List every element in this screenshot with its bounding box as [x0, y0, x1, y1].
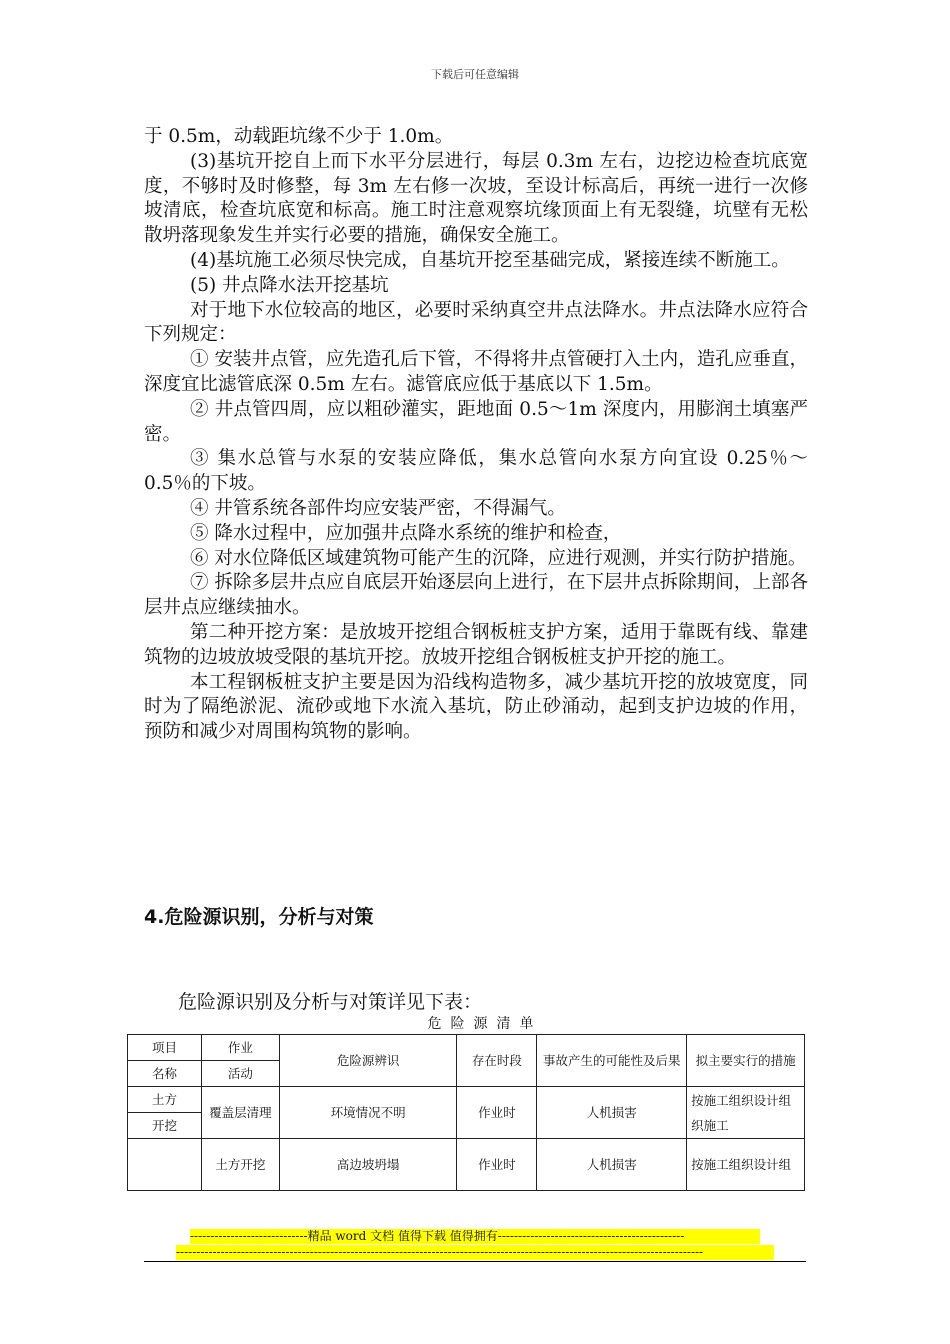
table-row [128, 1087, 805, 1113]
cell-measure: 按施工组织设计组织施工 [687, 1087, 805, 1139]
table-intro: 危险源识别及分析与对策详见下表： [178, 991, 483, 1013]
cell-hazard: 环境情况不明 [279, 1087, 457, 1139]
cell-activity: 土方开挖 [201, 1139, 279, 1191]
cell-activity: 覆盖层清理 [201, 1087, 279, 1139]
table-row [128, 1139, 805, 1191]
cell-hazard: 高边坡坍塌 [279, 1139, 457, 1191]
cell-item: 土方 [128, 1087, 202, 1113]
cell-period: 作业时 [457, 1087, 537, 1139]
header-item-name: 名称 [128, 1061, 202, 1087]
cell-result: 人机损害 [537, 1139, 687, 1191]
header-period: 存在时段 [457, 1035, 537, 1087]
section-title: 4.危险源识别，分析与对策 [144, 906, 374, 928]
body-paragraph: 本工程钢板桩支护主要是因为沿线构造物多，减少基坑开挖的放坡宽度，同时为了隔绝淤泥、流砂或地下水流入基坑，防止砂涌动，起到支护边坡的作用，预防和减少对周围构筑物的影响。 [144, 671, 808, 743]
footer-banner: -----------------------------精品 word 文档 值得下载 值得拥有---------------------------------------------- [190, 1229, 760, 1244]
body-paragraph: (4)基坑施工必须尽快完成，自基坑开挖至基础完成，紧接连续不断施工。 [190, 249, 790, 271]
body-paragraph: ⑥ 对水位降低区域建筑物可能产生的沉降，应进行观测，并实行防护措施。 [190, 547, 807, 569]
body-text [144, 125, 808, 745]
hazard-table [127, 1034, 805, 1191]
body-paragraph: 对于地下水位较高的地区，必要时采纳真空井点法降水。井点法降水应符合下列规定： [144, 299, 808, 346]
cell-measure: 按施工组织设计组 [687, 1139, 805, 1191]
table-header-row [128, 1035, 805, 1061]
body-paragraph: (3)基坑开挖自上而下水平分层进行，每层 0.3m 左右，边挖边检查坑底宽度，不够时及时修整，每 3m 左右修一次坡，至设计标高后，再统一进行一次修坡清底，检查坑底宽和标高。施工时注意观察坑缘顶面上有无裂缝，坑壁有无松散坍落现象发生并实行必要的措施，确保安全施工。 [144, 150, 808, 247]
header-activity-name: 活动 [201, 1061, 279, 1087]
header-hazard: 危险源辨识 [279, 1035, 457, 1087]
header-activity: 作业 [201, 1035, 279, 1061]
header-item: 项目 [128, 1035, 202, 1061]
cell-period: 作业时 [457, 1139, 537, 1191]
body-paragraph: 第二种开挖方案：是放坡开挖组合钢板桩支护方案，适用于靠既有线、靠建筑物的边坡放坡受限的基坑开挖。放坡开挖组合钢板桩支护开挖的施工。 [144, 621, 808, 668]
page-header: 下载后可任意编辑 [431, 68, 519, 81]
cell-item [128, 1139, 202, 1191]
body-paragraph: ④ 井管系统各部件均应安装严密，不得漏气。 [190, 497, 566, 519]
footer-rule [144, 1261, 806, 1262]
header-result: 事故产生的可能性及后果 [537, 1035, 687, 1087]
body-paragraph: ⑦ 拆除多层井点应自底层开始逐层向上进行，在下层井点拆除期间，上部各层井点应继续抽水。 [144, 572, 808, 619]
body-paragraph: (5) 井点降水法开挖基坑 [190, 274, 389, 296]
table-caption: 危险源清单 [427, 1016, 543, 1032]
body-paragraph: ② 井点管四周，应以粗砂灌实，距地面 0.5～1m 深度内，用膨润土填塞严密。 [144, 398, 808, 445]
cell-result: 人机损害 [537, 1087, 687, 1139]
body-paragraph: ① 安装井点管，应先造孔后下管，不得将井点管硬打入土内，造孔应垂直，深度宜比滤管底深 0.5m 左右。滤管底应低于基底以下 1.5m。 [144, 349, 808, 395]
footer-dashes: ---------------------------------------------------------------------------------------------------------------------------------- [176, 1245, 774, 1260]
body-paragraph: ③ 集水总管与水泵的安装应降低，集水总管向水泵方向宜设 0.25％～0.5％的下坡。 [144, 448, 808, 495]
body-paragraph: 于 0.5m，动载距坑缘不少于 1.0m。 [144, 126, 454, 147]
cell-item: 开挖 [128, 1113, 202, 1139]
body-paragraph: ⑤ 降水过程中，应加强井点降水系统的维护和检查， [190, 522, 622, 544]
header-measure: 拟主要实行的措施 [687, 1035, 805, 1087]
